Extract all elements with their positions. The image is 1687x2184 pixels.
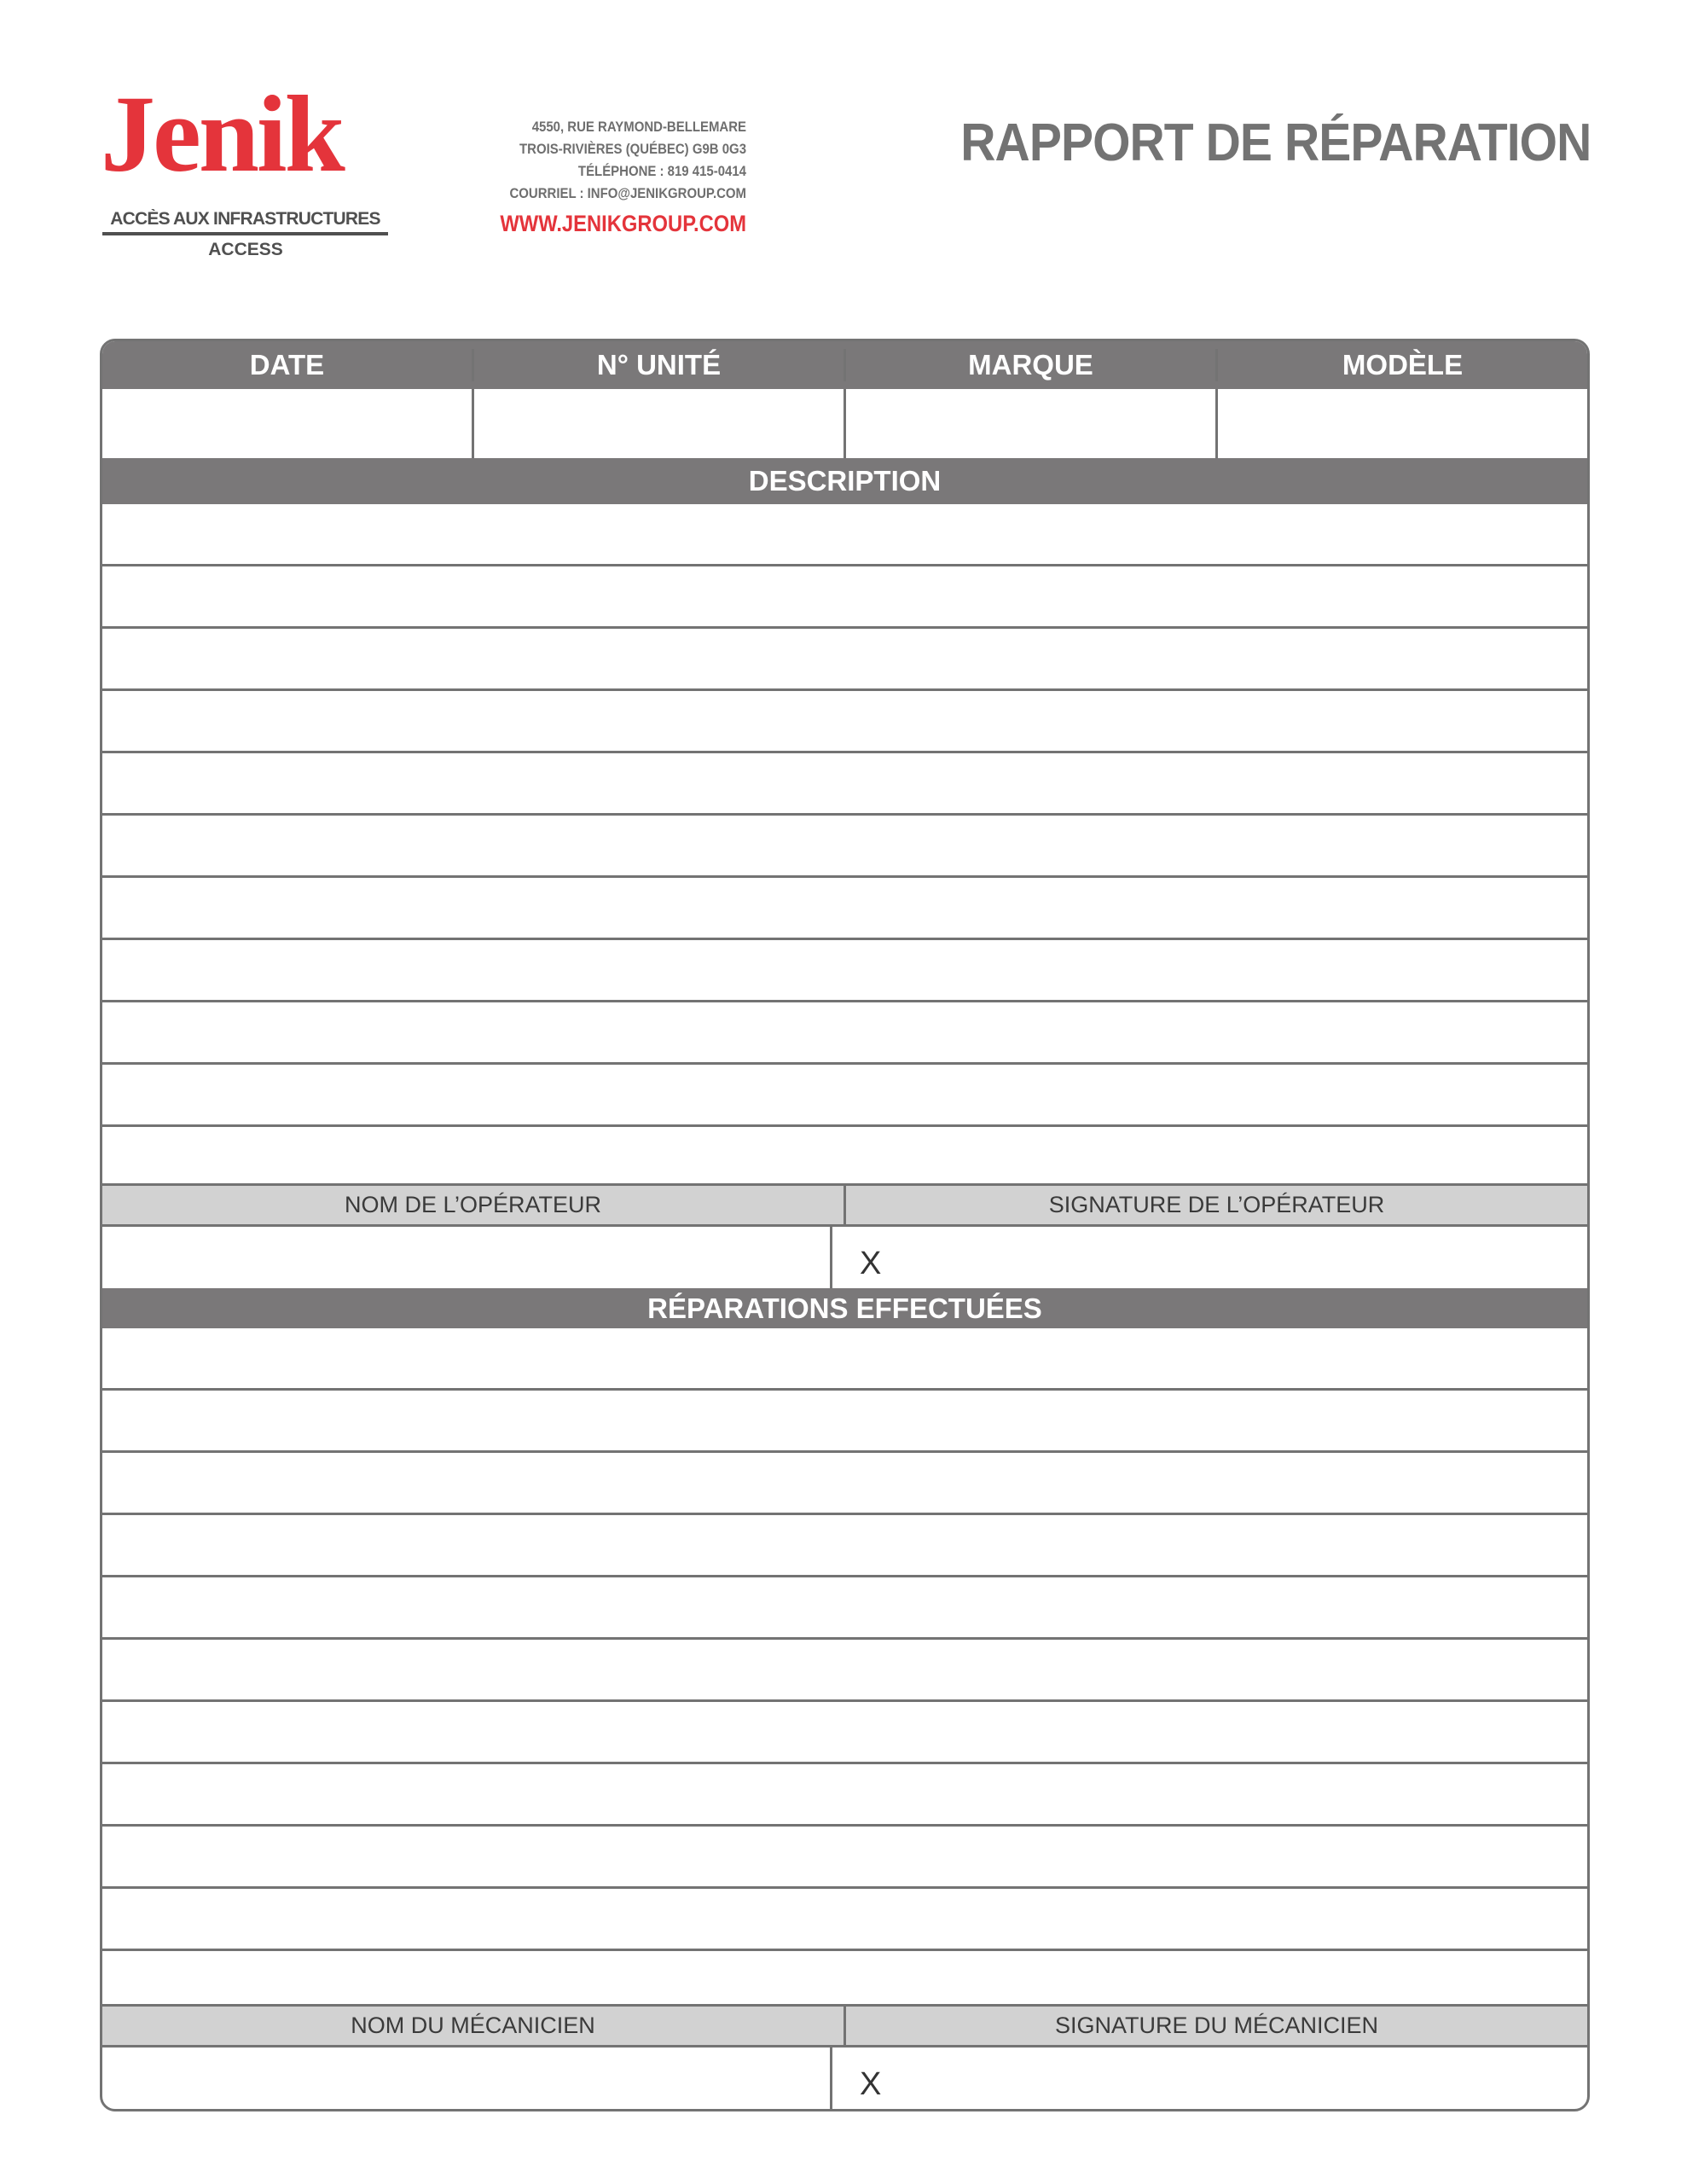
repair-line[interactable] — [102, 1889, 1587, 1951]
page-title: RAPPORT DE RÉPARATION — [959, 113, 1591, 172]
col-make: MARQUE — [846, 349, 1218, 381]
mechanic-input-row — [102, 2048, 1587, 2109]
address-street: 4550, RUE RAYMOND-BELLEMARE — [531, 119, 746, 135]
address-city: TROIS-RIVIÈRES (QUÉBEC) G9B 0G3 — [519, 141, 746, 157]
description-line[interactable] — [102, 816, 1587, 878]
model-field[interactable] — [1218, 389, 1587, 458]
logo-tagline-access: ACCESS — [208, 240, 283, 259]
col-date: DATE — [102, 349, 474, 381]
mechanic-header-row — [102, 2007, 1587, 2048]
description-line[interactable] — [102, 691, 1587, 753]
repairs-header: RÉPARATIONS EFFECTUÉES — [102, 1288, 1587, 1328]
company-logo — [101, 79, 395, 260]
mechanic-name-field[interactable] — [102, 2048, 832, 2109]
repair-line[interactable] — [102, 1577, 1587, 1640]
company-address — [500, 116, 746, 239]
description-line[interactable] — [102, 1065, 1587, 1127]
description-line[interactable] — [102, 1127, 1587, 1186]
logo-wordmark: Jenik — [101, 79, 343, 195]
repair-line[interactable] — [102, 1453, 1587, 1515]
address-phone: TÉLÉPHONE : 819 415-0414 — [577, 163, 746, 179]
operator-input-row — [102, 1227, 1587, 1288]
unit-field[interactable] — [474, 389, 846, 458]
description-line[interactable] — [102, 940, 1587, 1002]
repair-line[interactable] — [102, 1764, 1587, 1827]
repair-form — [100, 339, 1590, 2111]
description-line[interactable] — [102, 753, 1587, 816]
operator-header-row — [102, 1186, 1587, 1227]
description-lines — [102, 504, 1587, 1186]
logo-tagline: ACCÈS AUX INFRASTRUCTURES — [102, 209, 388, 235]
info-header-row — [102, 341, 1587, 389]
repair-line[interactable] — [102, 1951, 1587, 2007]
mechanic-name-label: NOM DU MÉCANICIEN — [102, 2007, 846, 2045]
description-line[interactable] — [102, 566, 1587, 629]
repair-line[interactable] — [102, 1640, 1587, 1702]
operator-name-field[interactable] — [102, 1227, 832, 1288]
date-field[interactable] — [102, 389, 474, 458]
col-model: MODÈLE — [1342, 349, 1464, 380]
repair-line[interactable] — [102, 1391, 1587, 1453]
description-header: DESCRIPTION — [102, 458, 1587, 504]
repair-line[interactable] — [102, 1328, 1587, 1391]
mechanic-signature-field[interactable]: X — [860, 2065, 882, 2102]
repair-line[interactable] — [102, 1827, 1587, 1889]
description-line[interactable] — [102, 504, 1587, 566]
description-line[interactable] — [102, 1002, 1587, 1065]
operator-signature-field[interactable]: X — [860, 1245, 882, 1281]
website-link[interactable]: WWW.JENIKGROUP.COM — [500, 211, 746, 236]
info-input-row — [102, 389, 1587, 458]
repair-line[interactable] — [102, 1515, 1587, 1577]
mechanic-signature-label: SIGNATURE DU MÉCANICIEN — [1054, 2013, 1379, 2038]
repair-line[interactable] — [102, 1702, 1587, 1764]
description-line[interactable] — [102, 878, 1587, 940]
operator-signature-label: SIGNATURE DE L’OPÉRATEUR — [1048, 1192, 1385, 1217]
address-email: COURRIEL : INFO@JENIKGROUP.COM — [509, 185, 746, 201]
operator-name-label: NOM DE L’OPÉRATEUR — [102, 1186, 846, 1224]
repairs-lines — [102, 1328, 1587, 2007]
col-unit: N° UNITÉ — [474, 349, 846, 381]
description-line[interactable] — [102, 629, 1587, 691]
make-field[interactable] — [846, 389, 1218, 458]
